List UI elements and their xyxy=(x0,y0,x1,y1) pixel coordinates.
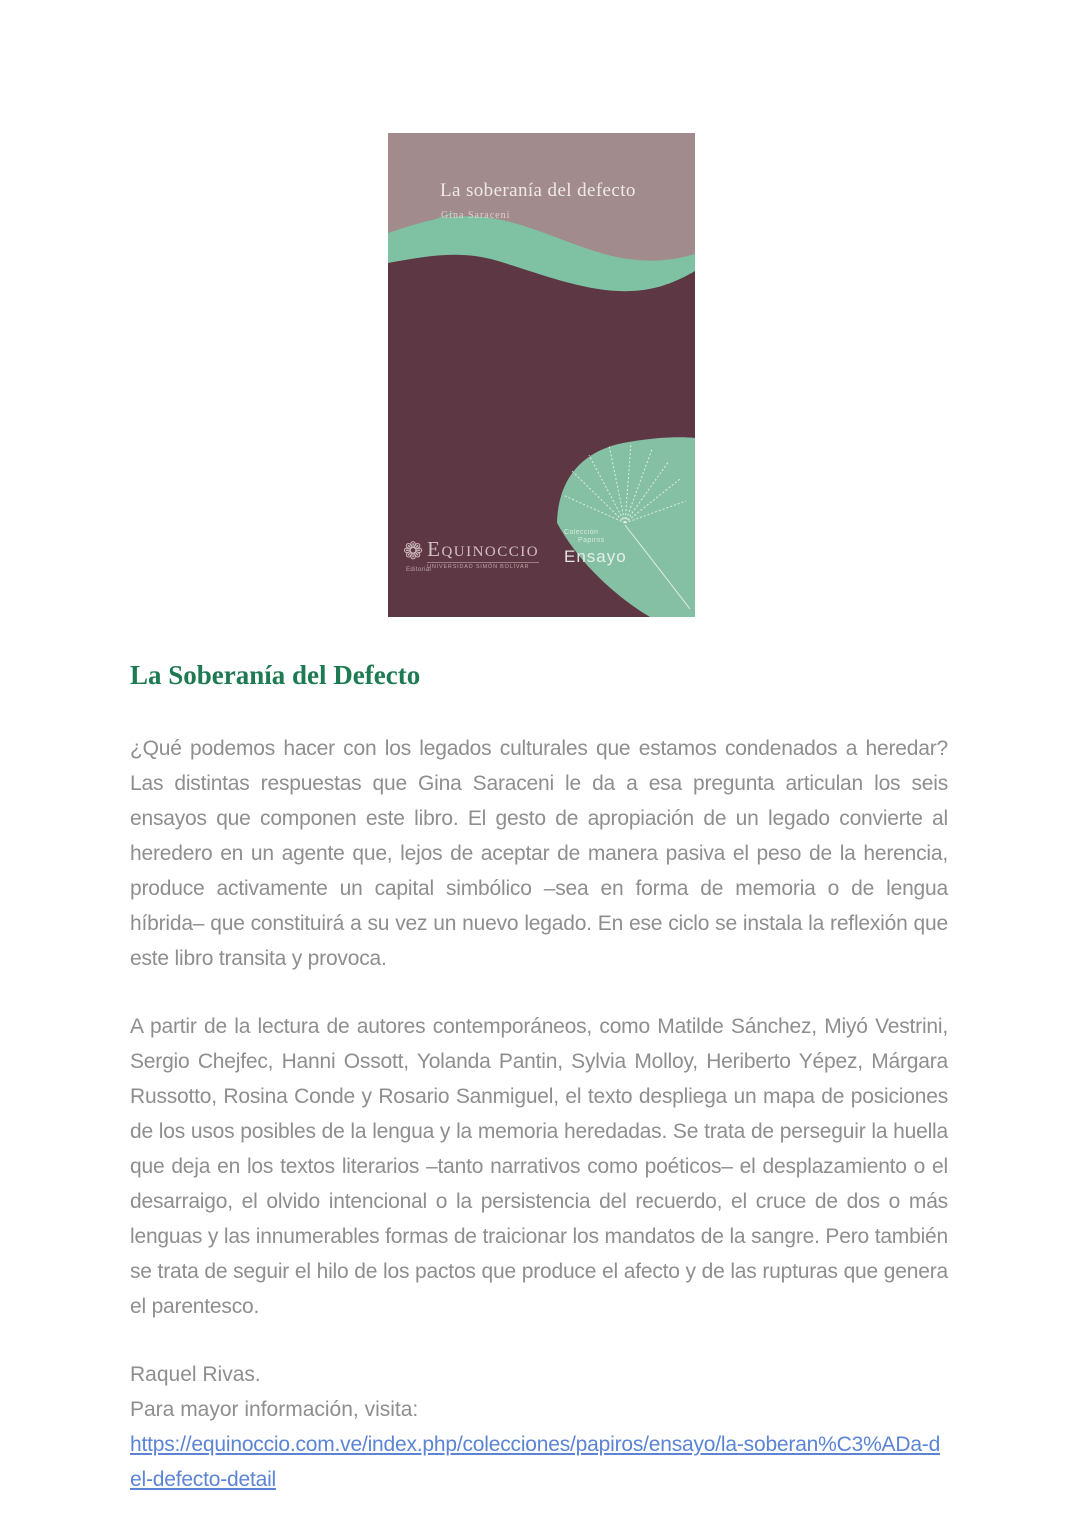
cover-author: Gina Saraceni xyxy=(441,210,511,221)
publisher-university: UNIVERSIDAD SIMÓN BOLÍVAR xyxy=(427,562,539,570)
collection-badge xyxy=(564,529,627,567)
cover-title: La soberanía del defecto xyxy=(440,180,636,201)
more-info-label: Para mayor información, visita: xyxy=(130,1398,419,1421)
publisher-name: EQUINOCCIO xyxy=(427,537,540,561)
paragraph-1: ¿Qué podemos hacer con los legados culturales que estamos condenados a heredar? Las distintas respuestas que Gina Saraceni le da a esa pregunta articulan los seis ensayos que componen este libro. El gesto de apropiación de un legado convierte al heredero en un agente que, lejos de aceptar de manera pasiva el peso de la herencia, produce activamente un capital simbólico –sea en forma de memoria o de lengua híbrida– que constituirá a su vez un nuevo legado. En ese ciclo se instala la reflexión que este libro transita y provoca. xyxy=(130,737,948,970)
collection-label-line1: Colección xyxy=(564,529,599,536)
paragraph-2: A partir de la lectura de autores contemporáneos, como Matilde Sánchez, Miyó Vestrini, Sergio Chejfec, Hanni Ossott, Yolanda Pantin, Sylvia Molloy, Heriberto Yépez, Márgara Russotto, Rosina Conde y Rosario Sanmiguel, el texto despliega un mapa de posiciones de los usos posibles de la lengua y la memoria heredadas. Se trata de perseguir la huella que deja en los textos literarios –tanto narrativos como poéticos– el desplazamiento o el desarraigo, el olvido intencional o la persistencia del recuerdo, el cruce de dos o más lenguas y las innumerables formas de traicionar los mandatos de la sangre. Pero también se trata de seguir el hilo de los pactos que produce el afecto y de las rupturas que genera el parentesco. xyxy=(130,1015,948,1318)
book-detail-link[interactable]: https://equinoccio.com.ve/index.php/colecciones/papiros/ensayo/la-soberan%C3%ADa-del-defecto-detail xyxy=(130,1433,941,1491)
publisher-emblem-icon: ❁ xyxy=(403,538,424,565)
collection-series-name: Ensayo xyxy=(564,547,627,567)
collection-label-line2: Papiros xyxy=(578,537,605,545)
article-body xyxy=(130,660,948,1497)
book-cover-image xyxy=(388,133,695,617)
publisher-editorial-label: Editorial xyxy=(406,567,432,573)
page-title: La Soberanía del Defecto xyxy=(130,660,421,690)
signature: Raquel Rivas. xyxy=(130,1363,261,1386)
publisher-logo xyxy=(403,537,540,573)
